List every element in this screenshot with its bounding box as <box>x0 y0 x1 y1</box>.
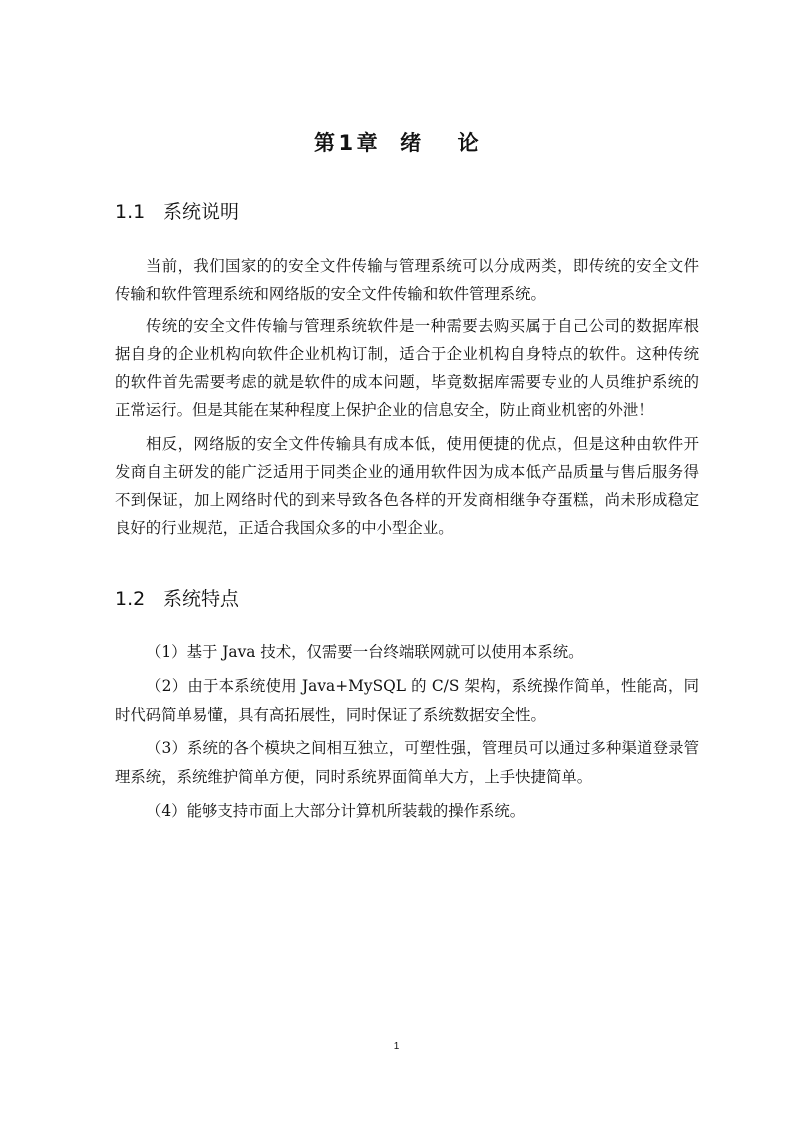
chapter-unit: 章 <box>356 131 379 155</box>
feature-item: （4）能够支持市面上大部分计算机所装载的操作系统。 <box>146 802 526 820</box>
chapter-label: 第 <box>313 131 336 155</box>
feature-item: （3）系统的各个模块之间相互独立，可塑性强，管理员可以通过多种渠道登录管理系统，系统维护简单方便，同时系统界面简单大方，上手快捷简单。 <box>115 739 699 786</box>
paragraph: 相反，网络版的安全文件传输具有成本低，使用便捷的优点，但是这种由软件开发商自主研发的能广泛适用于同类企业的通用软件因为成本低产品质量与售后服务得不到保证，加上网络时代的到来导致各色各样的开发商相继争夺蛋糕，尚未形成稳定良好的行业规范，正适合我国众多的中小型企业。 <box>115 435 699 537</box>
section-title: 系统说明 <box>163 201 240 223</box>
chapter-title <box>0 128 793 158</box>
page-number: 1 <box>393 1041 400 1052</box>
section-heading-1-2 <box>115 585 239 613</box>
section-number: 1.2 <box>115 588 146 610</box>
chapter-word-2: 论 <box>457 131 480 155</box>
chapter-word-1: 绪 <box>400 131 422 155</box>
feature-item: （2）由于本系统使用 Java+MySQL 的 C/S 架构，系统操作简单，性能高，同时代码简单易懂，具有高拓展性，同时保证了系统数据安全性。 <box>115 677 699 724</box>
section-title: 系统特点 <box>163 588 240 610</box>
section-number: 1.1 <box>115 201 146 223</box>
paragraph: 传统的安全文件传输与管理系统软件是一种需要去购买属于自己公司的数据库根据自身的企业机构向软件企业机构订制，适合于企业机构自身特点的软件。这种传统的软件首先需要考虑的就是软件的成本问题，毕竟数据库需要专业的人员维护系统的正常运行。但是其能在某种程度上保护企业的信息安全，防止商业机密的外泄！ <box>115 317 699 419</box>
chapter-number: 1 <box>338 131 354 155</box>
feature-item: （1）基于 Java 技术，仅需要一台终端联网就可以使用本系统。 <box>146 643 584 661</box>
paragraph: 当前，我们国家的的安全文件传输与管理系统可以分成两类，即传统的安全文件传输和软件管理系统和网络版的安全文件传输和软件管理系统。 <box>115 257 699 303</box>
section-heading-1-1 <box>115 198 239 226</box>
